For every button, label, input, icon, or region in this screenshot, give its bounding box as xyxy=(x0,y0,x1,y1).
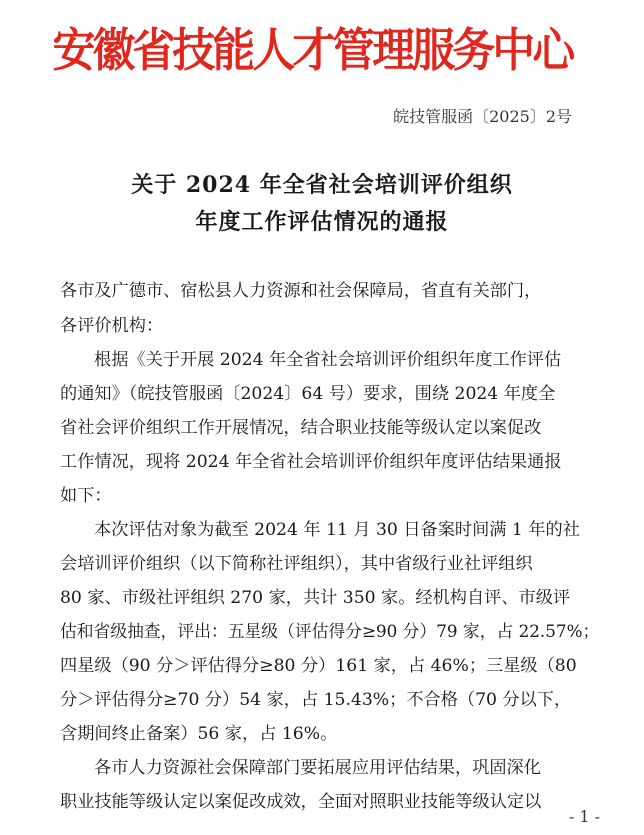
body-line: 省社会评价组织工作开展情况，结合职业技能等级认定以案促改 xyxy=(60,418,542,438)
body-line: 各评价机构： xyxy=(60,316,164,336)
body-line: 各市及广德市、宿松县人力资源和社会保障局，省直有关部门， xyxy=(60,281,542,301)
body-line: 会培训评价组织（以下简称社评组织），其中省级行业社评组织 xyxy=(60,554,533,574)
body-line: 职业技能等级认定以案促改成效，全面对照职业技能等级认定以 xyxy=(60,792,542,812)
org-header-title: 安徽省技能人才管理服务中心 xyxy=(52,23,573,77)
notice-title-line-2: 年度工作评估情况的通报 xyxy=(195,209,449,235)
body-line: 的通知》（皖技管服函〔2024〕64 号）要求，围绕 2024 年度全 xyxy=(60,384,556,404)
body-line: 各市人力资源社会保障部门要拓展应用评估结果，巩固深化 xyxy=(94,758,541,778)
body-line: 根据《关于开展 2024 年全省社会培训评价组织年度工作评估 xyxy=(94,350,562,370)
body-line: 分＞评估得分≥70 分）54 家，占 15.43%；不合格（70 分以下， xyxy=(60,690,572,710)
body-line: 如下： xyxy=(60,486,112,506)
page-number: - 1 - xyxy=(568,807,600,826)
body-line: 含期间终止备案）56 家，占 16%。 xyxy=(60,724,338,744)
body-line: 估和省级抽查，评出：五星级（评估得分≥90 分）79 家，占 22.57%； xyxy=(60,622,600,642)
body-line: 工作情况，现将 2024 年全省社会培训评价组织年度评估结果通报 xyxy=(60,452,562,472)
document-number: 皖技管服函〔2025〕2号 xyxy=(393,107,572,126)
body-line: 四星级（90 分＞评估得分≥80 分）161 家，占 46%；三星级（80 xyxy=(60,656,577,676)
body-line: 本次评估对象为截至 2024 年 11 月 30 日备案时间满 1 年的社 xyxy=(94,520,580,540)
body-line: 80 家、市级社评组织 270 家，共计 350 家。经机构自评、市级评 xyxy=(60,588,571,608)
notice-title-line-1: 关于 2024 年全省社会培训评价组织 xyxy=(131,172,513,198)
